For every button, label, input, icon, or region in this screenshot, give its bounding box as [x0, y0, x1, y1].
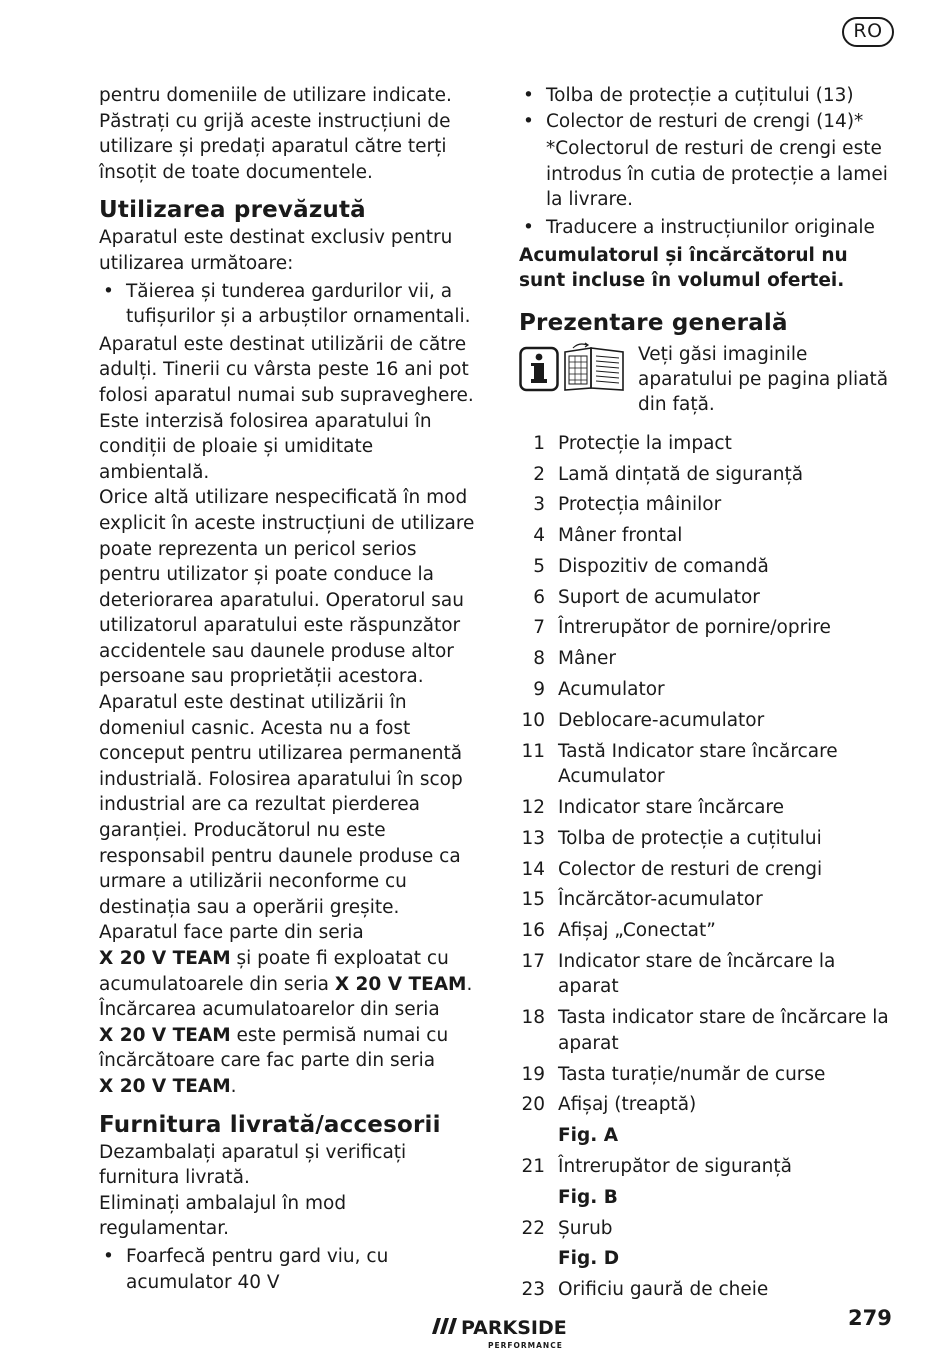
part-number: 18: [521, 1007, 545, 1029]
left-column: [99, 83, 481, 1297]
part-item: [519, 615, 899, 641]
part-label: Afișaj (treaptă): [558, 1094, 697, 1116]
part-label: Tasta turație/număr de curse: [558, 1063, 826, 1085]
charge-text-b: este permisă numai cu încărcătoare care fac parte din seria: [99, 1024, 449, 1072]
charge-text-a: Încărcarea acumulatoarelor din seria: [99, 999, 440, 1021]
part-label: Întrerupător de pornire/oprire: [558, 617, 831, 639]
part-label: Dispozitiv de comandă: [558, 555, 769, 577]
part-label: Colector de resturi de crengi: [558, 858, 823, 880]
part-number: 1: [533, 432, 545, 454]
part-number: 19: [521, 1063, 545, 1085]
part-item: [519, 554, 899, 580]
part-label: Protecție la impact: [558, 432, 732, 454]
part-item: [519, 523, 899, 549]
part-number: 10: [521, 709, 545, 731]
part-item: [519, 431, 899, 457]
part-label: Lamă dințată de siguranță: [558, 463, 804, 485]
delivery-paragraph-1: Dezambalați aparatul și verificați furnitura livrată.: [99, 1141, 407, 1189]
part-number: 11: [521, 740, 545, 762]
part-number: 13: [521, 827, 545, 849]
foldout-info-text: Veți găsi imaginile aparatului pe pagina pliată din față.: [638, 343, 889, 415]
part-item: [519, 795, 899, 821]
part-number: 5: [533, 555, 545, 577]
series-text-b: și poate fi exploatat cu acumulatoarele din seria: [99, 948, 449, 995]
part-label: Deblocare-acumulator: [558, 709, 765, 731]
parkside-logo: [428, 1312, 588, 1352]
part-item: [519, 949, 899, 1000]
part-number: 12: [521, 796, 545, 818]
info-foldout-icon: [519, 342, 629, 392]
heading-delivery: Furnitura livrată/accesorii: [99, 1111, 441, 1138]
info-row: [519, 342, 899, 417]
delivery-bullet-list-continued: [519, 83, 899, 134]
fig-b-heading: Fig. B: [558, 1186, 618, 1208]
battery-not-included-note: Acumulatorul și încărcătorul nu sunt incluse în volumul ofertei.: [519, 244, 848, 292]
logo-sub-text: PERFORMANCE: [488, 1341, 563, 1350]
series-text-c: .: [466, 973, 473, 995]
heading-intended-use: Utilizarea prevăzută: [99, 197, 366, 224]
part-number: 21: [521, 1155, 545, 1177]
part-item: [519, 1005, 899, 1056]
part-label: Tolba de protecție a cuțitului: [558, 827, 822, 849]
part-number: 9: [533, 679, 545, 700]
heading-overview: Prezentare generală: [519, 309, 788, 336]
part-item: [519, 1092, 899, 1118]
part-item: [519, 1216, 899, 1242]
part-label: Șurub: [558, 1217, 613, 1239]
part-item: [519, 585, 899, 611]
part-number: 8: [533, 648, 545, 670]
part-item: [519, 826, 899, 852]
delivery-bullet: • Foarfecă pentru gard viu, cu acumulator 40 V: [99, 1244, 481, 1295]
delivery-bullet-list-end: [519, 215, 899, 241]
intended-paragraph-3: Este interzisă folosirea aparatului în condiții de ploaie și umiditate ambientală.: [99, 410, 432, 483]
part-number: 16: [521, 920, 545, 942]
part-label: Indicator stare de încărcare la aparat: [558, 950, 836, 998]
part-item: [519, 677, 899, 703]
part-label: Încărcător-acumulator: [558, 889, 763, 911]
charge-paragraph: [99, 997, 481, 1099]
language-badge: RO: [842, 17, 894, 47]
intro-paragraph: pentru domeniile de utilizare indicate. Păstrați cu grijă aceste instrucțiuni de utilizare și predați aparatul către terți însoțit de toate documentele.: [99, 85, 452, 183]
part-item: [519, 708, 899, 734]
part-label: Suport de acumulator: [558, 586, 760, 608]
series-text-a: Aparatul face parte din seria: [99, 922, 364, 944]
intended-bullet: • Tăierea și tunderea gardurilor vii, a tufișurilor și a arbuștilor ornamentali.: [99, 279, 481, 330]
part-number: 2: [533, 463, 545, 485]
part-number: 14: [521, 858, 545, 880]
delivery-paragraph-2: Eliminați ambalajul în mod regulamentar.: [99, 1192, 347, 1240]
logo-brand-text: PARKSIDE: [461, 1317, 567, 1339]
part-item: [519, 1277, 899, 1303]
part-number: 17: [521, 950, 545, 972]
intended-paragraph-2: Aparatul este destinat utilizării de către adulți. Tinerii cu vârsta peste 16 ani pot folosi aparatul numai sub supraveghere.: [99, 333, 474, 406]
part-item: [519, 918, 899, 944]
delivery-bullet-list: [99, 1244, 481, 1295]
part-label: Tasta indicator stare de încărcare la aparat: [558, 1007, 889, 1054]
intended-paragraph-1: Aparatul este destinat exclusiv pentru utilizarea următoare:: [99, 227, 453, 274]
page-number: 279: [848, 1306, 892, 1330]
part-label: Afișaj „Conectat”: [558, 920, 716, 942]
series-brand-2: X 20 V TEAM: [334, 973, 467, 995]
intended-paragraph-4: Orice altă utilizare nespecificată în mod explicit în aceste instrucțiuni de utilizare poate reprezenta un pericol serios pentru utilizator și poate conduce la deteriorarea aparatului. Operatorul sau utilizatorul aparatului este răspunzător accidentele sau daunele produse altor persoane sau proprietății acestora. Aparatul este destinat utilizării în domeniul casnic. Acesta nu a fost conceput pentru utilizarea permanentă industrială. Folosirea aparatului în scop industrial are ca rezultat pierderea garanției. Producătorul nu este responsabil pentru daunele produse ca urmare a utilizării neconforme cu destinația sau a operării greșite.: [99, 487, 475, 918]
collector-note: *Colectorul de resturi de crengi este introdus în cutia de protecție a lamei la livrare.: [546, 138, 888, 211]
delivery-bullet-sheath: • Tolba de protecție a cuțitului (13): [519, 83, 899, 109]
fig-a-heading: Fig. A: [558, 1125, 619, 1147]
part-label: Orificiu gaură de cheie: [558, 1279, 769, 1301]
fig-d-heading: Fig. D: [558, 1248, 620, 1270]
part-label: Protecția mâinilor: [558, 494, 722, 516]
charge-text-c: .: [230, 1075, 237, 1097]
part-number: 4: [533, 525, 545, 547]
series-paragraph: [99, 920, 481, 997]
part-label: Mâner: [558, 648, 617, 670]
part-number: 22: [521, 1217, 545, 1239]
part-number: 15: [521, 889, 545, 911]
part-item: [519, 492, 899, 518]
charge-brand-1: X 20 V TEAM: [99, 1024, 231, 1046]
part-number: 3: [533, 494, 545, 516]
series-brand-1: X 20 V TEAM: [99, 948, 231, 969]
part-number: 23: [521, 1279, 545, 1301]
part-item: [519, 1154, 899, 1180]
part-item: [519, 462, 899, 488]
part-item: [519, 857, 899, 883]
part-label: Indicator stare încărcare: [558, 796, 784, 818]
part-item: [519, 1062, 899, 1088]
charge-brand-2: X 20 V TEAM: [99, 1075, 231, 1097]
part-label: Întrerupător de siguranță: [558, 1155, 792, 1177]
part-label: Tastă Indicator stare încărcare Acumulator: [558, 740, 838, 788]
part-item: [519, 739, 899, 790]
delivery-bullet-translation: • Traducere a instrucțiunilor originale: [519, 215, 899, 241]
part-label: Acumulator: [558, 679, 665, 700]
part-number: 20: [521, 1094, 545, 1116]
parts-list: [519, 431, 899, 1118]
part-number: 6: [533, 586, 545, 608]
intended-bullet-list: [99, 279, 481, 330]
part-label: Mâner frontal: [558, 525, 683, 547]
part-item: [519, 646, 899, 672]
right-column: [519, 83, 899, 1308]
part-item: [519, 887, 899, 913]
part-number: 7: [533, 617, 545, 639]
delivery-bullet-collector: • Colector de resturi de crengi (14)*: [519, 109, 899, 135]
